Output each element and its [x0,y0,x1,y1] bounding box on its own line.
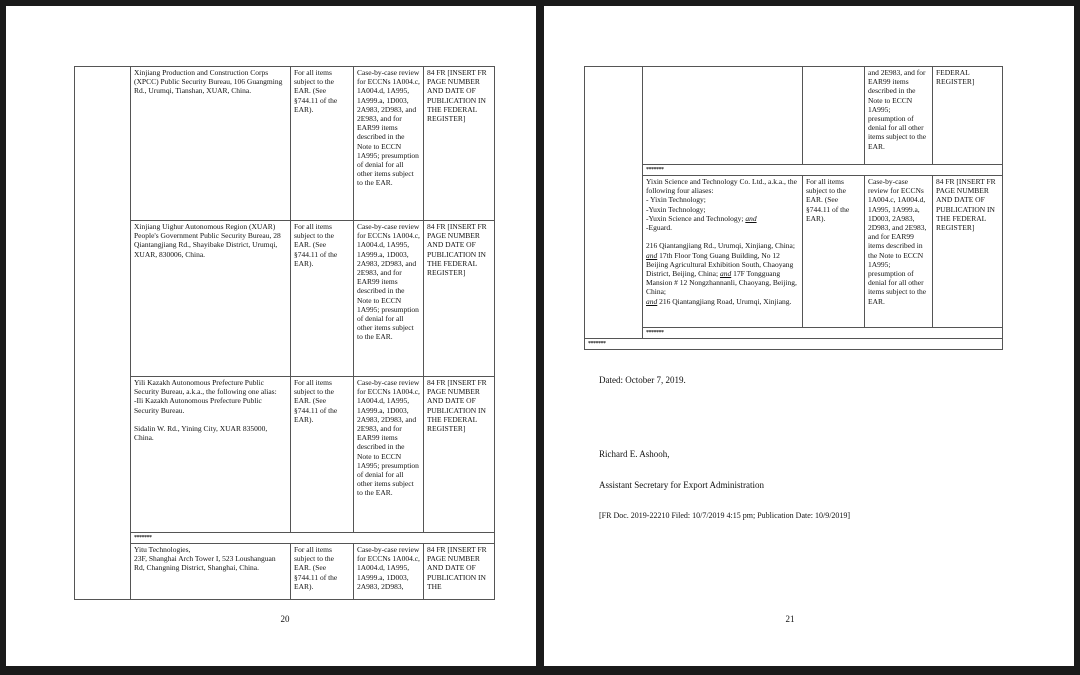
license-requirement-cell [803,67,865,165]
entity-list-table [74,66,495,600]
table-row [75,221,495,377]
and-underlined: and [745,213,757,223]
outer-separator-row [585,339,1003,350]
review-policy-cell: Case-by-case review for ECCNs 1A004.c, 1A004.d, 1A995, 1A999.a, 1D003, 2A983, 2D983, and 2E983, and for EAR99 items described in the Note to ECCN 1A995; presumption of denial for all other items subject to the EAR. [354,221,424,377]
entity-cell: Yitu Technologies, 23F, Shanghai Arch Tower I, 523 Loushanguan Rd, Changning District, Shanghai, China. [131,544,291,600]
entity-cell: Yili Kazakh Autonomous Prefecture Public Security Bureau, a.k.a., the following one alias: -Ili Kazakh Autonomous Prefecture Public Security Bureau. Sidalin W. Rd., Yining City, XUAR 835000, China. [131,377,291,533]
document-page-21 [544,6,1074,666]
review-policy-cell: Case-by-case review for ECCNs 1A004.c, 1A004.d, 1A995, 1A999.a, 1D003, 2A983, 2D983, and 2E983, and for EAR99 items described in the Note to ECCN 1A995; presumption of denial for all other items subject to the EAR. [865,176,933,328]
separator-row [585,165,1003,176]
page-number: 20 [280,614,290,624]
separator-cell: ******* [643,165,1003,176]
fr-citation-cell: 84 FR [INSERT FR PAGE NUMBER AND DATE OF PUBLICATION IN THE [424,544,495,600]
fr-citation-cell: 84 FR [INSERT FR PAGE NUMBER AND DATE OF PUBLICATION IN THE FEDERAL REGISTER] [424,221,495,377]
separator-cell: ******* [643,328,1003,339]
entity-text: 17F Tongguang Mansion # 12 Nongzhannanli, Chaoyang, Beijing, China; [646,269,797,297]
page-number: 21 [785,614,795,624]
table-row [75,67,495,221]
separator-row [585,328,1003,339]
license-requirement-cell: For all items subject to the EAR. (See §744.11 of the EAR). [291,221,354,377]
fr-citation-cell: 84 FR [INSERT FR PAGE NUMBER AND DATE OF PUBLICATION IN THE FEDERAL REGISTER] [424,67,495,221]
entity-cell: Xinjiang Production and Construction Corps (XPCC) Public Security Bureau, 106 Guangming Rd., Urumqi, Tianshan, XUAR, China. [131,67,291,221]
separator-row [75,533,495,544]
and-underlined: and [719,269,732,279]
review-policy-cell: Case-by-case review for ECCNs 1A004.c, 1A004.d, 1A995, 1A999.a, 1D003, 2A983, 2D983, and 2E983, and for EAR99 items described in the Note to ECCN 1A995; presumption of denial for all other items subject to the EAR. [354,67,424,221]
fr-citation-cell: FEDERAL REGISTER] [933,67,1003,165]
and-underlined: and [646,250,658,260]
license-requirement-cell: For all items subject to the EAR. (See §744.11 of the EAR). [803,176,865,328]
document-page-20 [6,6,536,666]
signer-title: Assistant Secretary for Export Administration [599,480,764,490]
review-policy-cell: Case-by-case review for ECCNs 1A004.c, 1A004.d, 1A995, 1A999.a, 1D003, 2A983, 2D983, and 2E983, and for EAR99 items described in the Note to ECCN 1A995; presumption of denial for all other items subject to the EAR. [354,377,424,533]
signer-name: Richard E. Ashooh, [599,449,670,459]
entity-cell: Xinjiang Uighur Autonomous Region (XUAR) People's Government Public Security Bureau, 28 Qiantangjiang Rd., Shayibake District, Urumqi, XUAR, 830006, China. [131,221,291,377]
fr-citation-cell: 84 FR [INSERT FR PAGE NUMBER AND DATE OF PUBLICATION IN THE FEDERAL REGISTER] [933,176,1003,328]
entity-cell [643,67,803,165]
table-row [75,377,495,533]
country-column-cell [585,67,643,339]
license-requirement-cell: For all items subject to the EAR. (See §744.11 of the EAR). [291,67,354,221]
dated-line: Dated: October 7, 2019. [599,375,686,385]
license-requirement-cell: For all items subject to the EAR. (See §744.11 of the EAR). [291,544,354,600]
fr-citation-cell: 84 FR [INSERT FR PAGE NUMBER AND DATE OF PUBLICATION IN THE FEDERAL REGISTER] [424,377,495,533]
table-row [75,544,495,600]
table-row [585,176,1003,328]
entity-text: -Eguard. 216 Qiantangjiang Rd., Urumqi, Xinjiang, China; [646,223,795,251]
entity-text: 17th Floor Tong Guang Building, No 12 Beijing Agricultural Exhibition South, Chaoyang District, Beijing, China; [646,250,794,279]
outer-separator-cell: ******* [585,339,1003,350]
license-requirement-cell: For all items subject to the EAR. (See §744.11 of the EAR). [291,377,354,533]
entity-text: 216 Qiantangjiang Road, Urumqi, Xinjiang. [657,296,792,306]
and-underlined: and [646,296,658,306]
entity-list-table [584,66,1003,350]
review-policy-cell: Case-by-case review for ECCNs 1A004.c, 1A004.d, 1A995, 1A999.a, 1D003, 2A983, 2D983, [354,544,424,600]
fr-doc-line: [FR Doc. 2019-22210 Filed: 10/7/2019 4:15 pm; Publication Date: 10/9/2019] [599,511,851,520]
table-row [585,67,1003,165]
review-policy-cell: and 2E983, and for EAR99 items described in the Note to ECCN 1A995; presumption of denial for all other items subject to the EAR. [865,67,933,165]
entity-text: Yixin Science and Technology Co. Ltd., a.k.a., the following four aliases: - Yixin Technology; -Yuxin Technology; -Yuxin Science and Technology; [646,177,797,223]
country-column-cell [75,67,131,600]
separator-cell: ******* [131,533,495,544]
entity-cell [643,176,803,328]
